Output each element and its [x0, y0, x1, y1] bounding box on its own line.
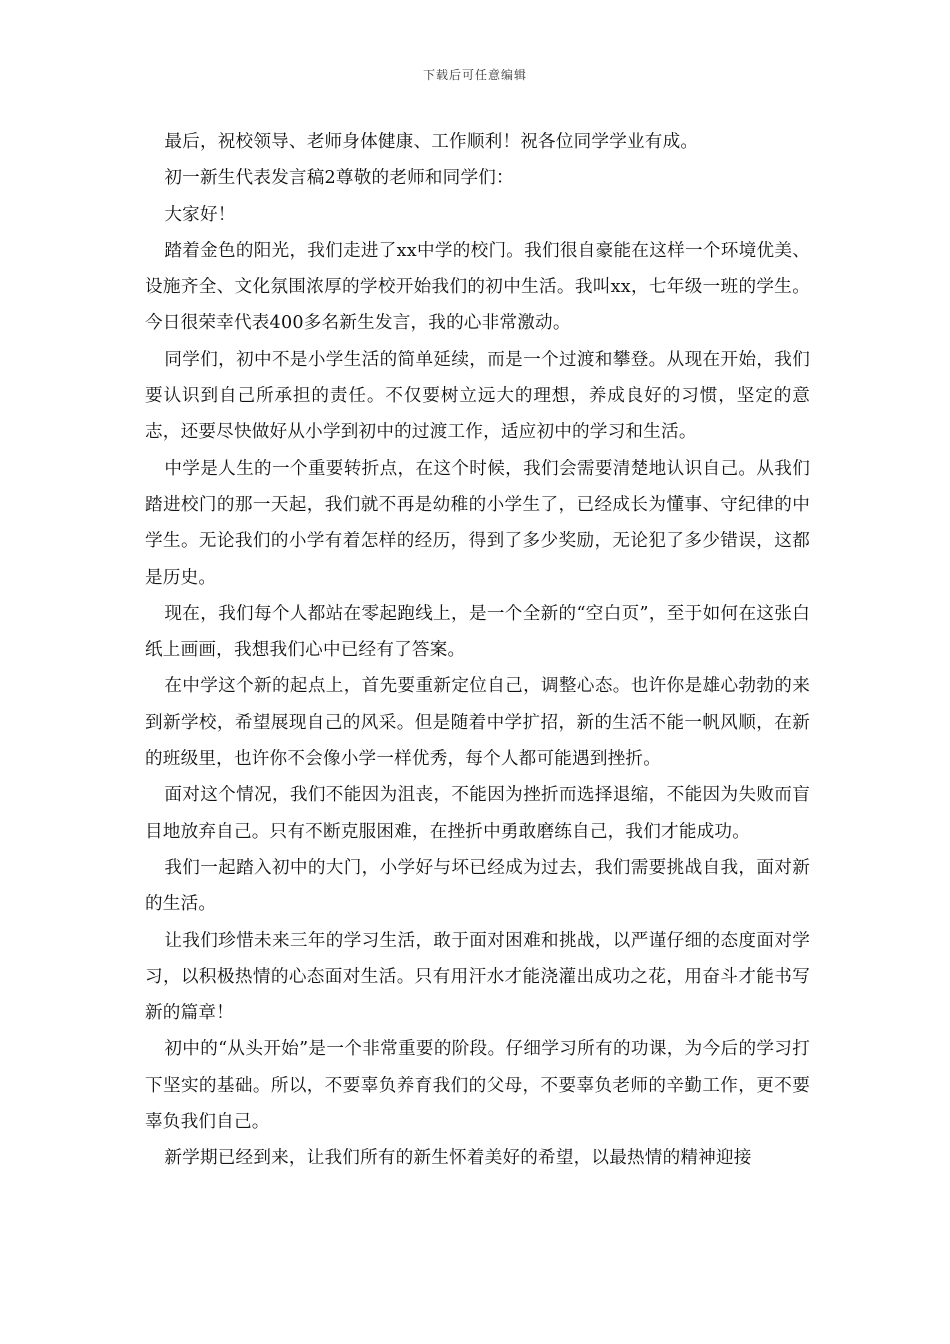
speech-body: [145, 124, 810, 1177]
paragraph-new-start: 在中学这个新的起点上，首先要重新定位自己，调整心态。也许你是雄心勃勃的来到新学校，希望展现自己的风采。但是随着中学扩招，新的生活不能一帆风顺，在新的班级里，也许你不会像小学一样优秀，每个人都可能遇到挫折。: [145, 676, 810, 770]
paragraph-fresh-start: 初中的“从头开始”是一个非常重要的阶段。仔细学习所有的功课，为今后的学习打下坚实的基础。所以，不要辜负养育我们的父母，不要辜负老师的辛勤工作，更不要辜负我们自己。: [145, 1039, 810, 1133]
paragraph-challenge-self: 我们一起踏入初中的大门，小学好与坏已经成为过去，我们需要挑战自我，面对新的生活。: [145, 857, 810, 915]
paragraph-cherish-time: 让我们珍惜未来三年的学习生活，敢于面对困难和挑战，以严谨仔细的态度面对学习，以积极热情的心态面对生活。只有用汗水才能浇灌出成功之花，用奋斗才能书写新的篇章！: [145, 930, 810, 1024]
paragraph-new-semester: 新学期已经到来，让我们所有的新生怀着美好的希望，以最热情的精神迎接: [164, 1148, 752, 1169]
paragraph-responsibility: 同学们，初中不是小学生活的简单延续，而是一个过渡和攀登。从现在开始，我们要认识到自己所承担的责任。不仅要树立远大的理想，养成良好的习惯，坚定的意志，还要尽快做好从小学到初中的过渡工作，适应初中的学习和生活。: [145, 349, 810, 443]
paragraph-speech-title: 初一新生代表发言稿2尊敬的老师和同学们：: [164, 168, 514, 189]
paragraph-blank-page: 现在，我们每个人都站在零起跑线上，是一个全新的“空白页”，至于如何在这张白纸上画画，我想我们心中已经有了答案。: [145, 603, 810, 661]
paragraph-facing-setbacks: 面对这个情况，我们不能因为沮丧，不能因为挫折而选择退缩，不能因为失败而盲目地放弃自己。只有不断克服困难，在挫折中勇敢磨练自己，我们才能成功。: [145, 785, 810, 842]
paragraph-introduction: 踏着金色的阳光，我们走进了xx中学的校门。我们很自豪能在这样一个环境优美、设施齐全、文化氛围浓厚的学校开始我们的初中生活。我叫xx，七年级一班的学生。今日很荣幸代表400多名新生发言，我的心非常激动。: [145, 240, 810, 334]
paragraph-greeting: 大家好！: [164, 204, 236, 225]
header-note: 下载后可任意编辑: [422, 68, 527, 82]
paragraph-closing-wishes: 最后，祝校领导、老师身体健康、工作顺利！祝各位同学学业有成。: [164, 132, 699, 152]
paragraph-turning-point: 中学是人生的一个重要转折点，在这个时候，我们会需要清楚地认识自己。从我们踏进校门的那一天起，我们就不再是幼稚的小学生了，已经成长为懂事、守纪律的中学生。无论我们的小学有着怎样的经历，得到了多少奖励，无论犯了多少错误，这都是历史。: [145, 458, 810, 588]
